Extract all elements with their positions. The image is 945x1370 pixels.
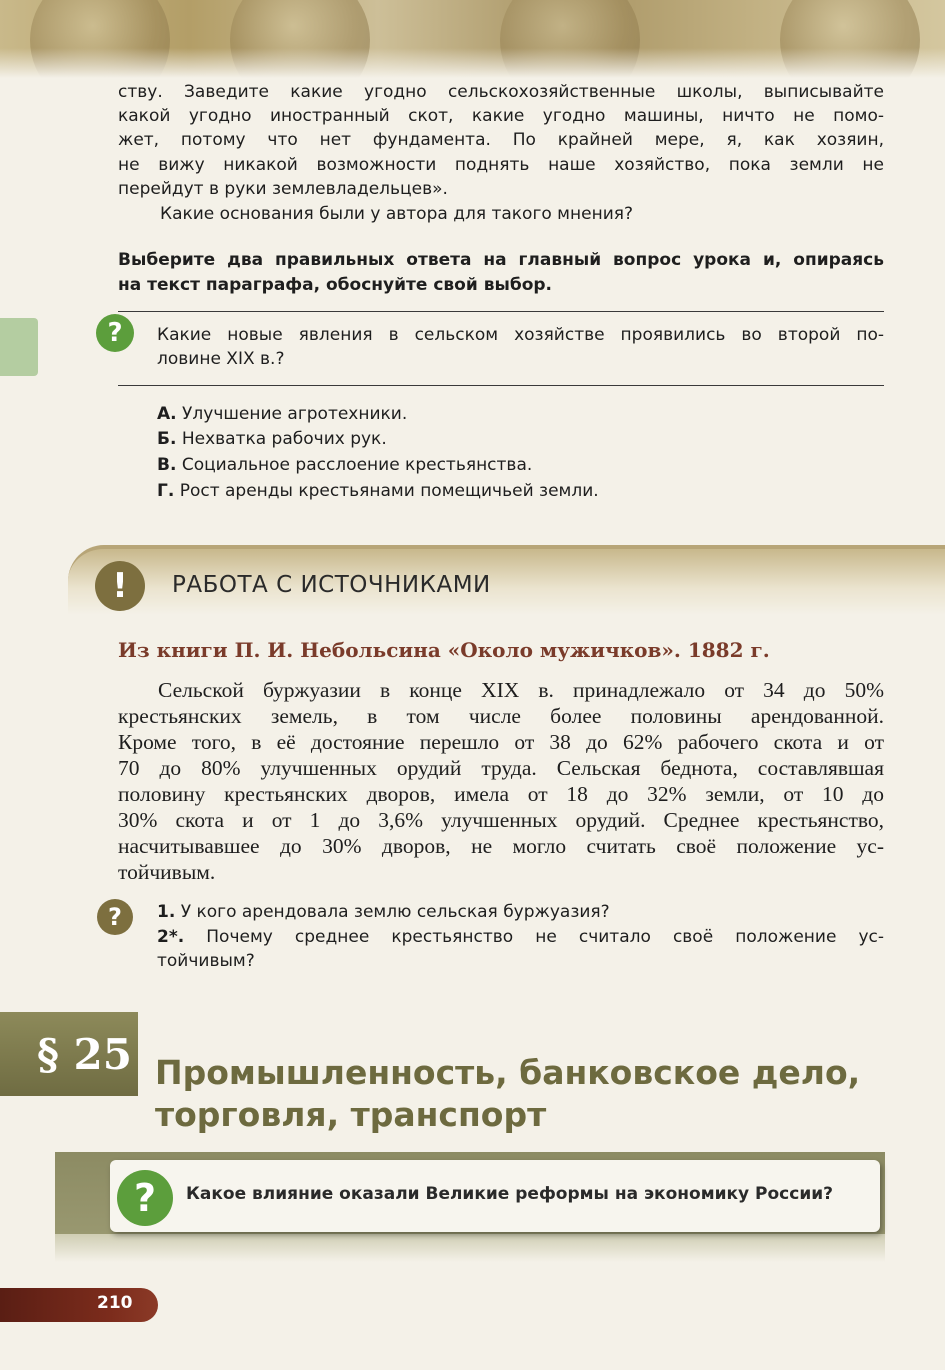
question-number: 1. — [157, 902, 176, 922]
question-icon: ? — [97, 899, 133, 935]
answer-letter: Г. — [157, 481, 175, 501]
source-text-line: насчитывавшее до 30% дворов, не могло считать своё положение ус- — [118, 834, 884, 858]
question-text: тойчивым? — [157, 951, 255, 971]
source-text-line: половину крестьянских дворов, имела от 18 до 32% земли, от 10 до — [118, 782, 884, 806]
paragraph-title: Промышленность, банковское дело, — [155, 1053, 861, 1092]
page-number-tab — [0, 1288, 158, 1322]
source-text-line: Кроме того, в её достояние перешло от 38 до 62% рабочего скота и от — [118, 730, 884, 754]
answer-letter: А. — [157, 404, 177, 424]
medal-illustration — [780, 0, 920, 78]
medal-illustration — [30, 0, 170, 78]
text-line: перейдут в руки землевладельцев». — [118, 179, 448, 199]
lesson-band-fade — [55, 1234, 885, 1262]
instruction-line: на текст параграфа, обоснуйте свой выбор. — [118, 275, 552, 295]
main-question-line: ловине XIX в.? — [157, 349, 285, 369]
answer-letter: В. — [157, 455, 177, 475]
exclamation-icon: ! — [95, 561, 145, 611]
paragraph-number-box: § 25 — [0, 1012, 138, 1096]
lesson-question: Какое влияние оказали Великие реформы на экономику России? — [186, 1184, 834, 1204]
source-text-line: 30% скота и от 1 до 3,6% улучшенных орудий. Среднее крестьянство, — [118, 808, 884, 832]
source-question — [157, 900, 610, 924]
answer-option — [157, 479, 599, 503]
question-icon: ? — [96, 314, 134, 352]
margin-marker — [0, 318, 38, 376]
medal-illustration — [500, 0, 640, 78]
source-text-line: 70 до 80% улучшенных орудий труда. Сельская беднота, составлявшая — [118, 756, 884, 780]
sources-title: РАБОТА С ИСТОЧНИКАМИ — [172, 572, 491, 598]
text-line: какой угодно иностранный скот, какие угодно машины, ничто не помо- — [118, 106, 884, 126]
answer-option — [157, 427, 387, 451]
paragraph-title: торговля, транспорт — [155, 1095, 547, 1134]
source-heading: Из книги П. И. Небольсина «Около мужичков». 1882 г. — [118, 638, 770, 662]
instruction-line: Выберите два правильных ответа на главный вопрос урока и, опираясь — [118, 250, 884, 270]
question-icon: ? — [117, 1170, 173, 1226]
text-line: ству. Заведите какие угодно сельскохозяйственные школы, выписывайте — [118, 82, 884, 102]
answer-option — [157, 402, 407, 426]
main-question-line: Какие новые явления в сельском хозяйстве проявились во второй по- — [157, 325, 884, 345]
answer-text: Улучшение агротехники. — [182, 404, 408, 424]
portrait-illustration — [230, 0, 370, 78]
answer-text: Рост аренды крестьянами помещичьей земли. — [179, 481, 599, 501]
author-question: Какие основания были у автора для такого мнения? — [160, 204, 633, 224]
answer-option — [157, 453, 532, 477]
question-text: У кого арендовала землю сельская буржуазия? — [180, 902, 610, 922]
answer-text: Нехватка рабочих рук. — [181, 429, 387, 449]
answer-text: Социальное расслоение крестьянства. — [181, 455, 533, 475]
text-line: жет, потому что нет фундамента. По крайней мере, я, как хозяин, — [118, 130, 884, 150]
top-banner-illustration — [0, 0, 945, 78]
divider — [118, 385, 884, 386]
source-text-line: крестьянских земель, в том числе более половины арендованной. — [118, 704, 884, 728]
source-text-line: Сельской буржуазии в конце XIX в. принадлежало от 34 до 50% — [158, 678, 884, 702]
divider — [118, 311, 884, 312]
text-line: не вижу никакой возможности поднять наше хозяйство, пока земли не — [118, 155, 884, 175]
answer-letter: Б. — [157, 429, 177, 449]
source-text-line: тойчивым. — [118, 860, 216, 884]
question-text: Почему среднее крестьянство не считало своё положение ус- — [206, 927, 885, 947]
page-number: 210 — [97, 1293, 133, 1313]
question-number: 2*. — [157, 927, 185, 947]
source-question — [157, 925, 884, 973]
